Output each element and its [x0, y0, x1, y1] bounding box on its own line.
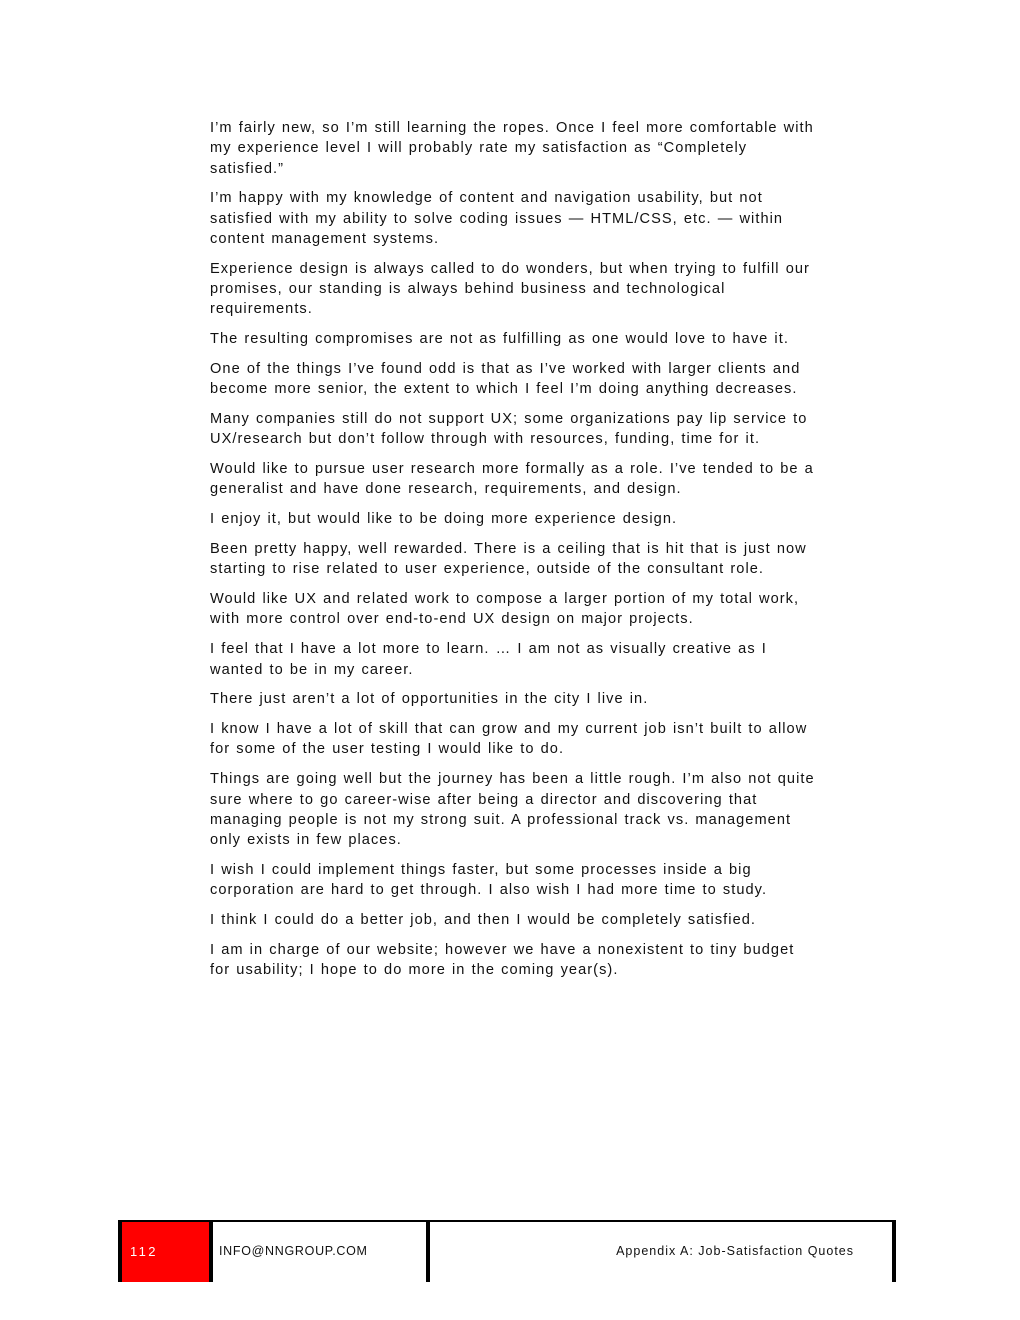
quote-paragraph: I am in charge of our website; however we have a nonexistent to tiny budget for usability; I hope to do more in the coming year(s).: [210, 941, 795, 979]
quote-paragraph: Been pretty happy, well rewarded. There is a ceiling that is hit that is just now starting to rise related to user experience, outside of the consultant role.: [210, 541, 807, 578]
quote-paragraph: Things are going well but the journey has been a little rough. I’m also not quite sure where to go career-wise after being a director and discovering that managing people is not my strong suit. A professional track vs. management only exists in few places.: [210, 771, 815, 849]
page-footer: [118, 1220, 896, 1282]
quote-paragraph: I’m fairly new, so I’m still learning the ropes. Once I feel more comfortable with my experience level I will probably rate my satisfaction as “Completely satisfied.”: [210, 120, 814, 177]
quote-paragraph: I enjoy it, but would like to be doing more experience design.: [210, 511, 678, 528]
quote-paragraph: Experience design is always called to do wonders, but when trying to fulfill our promises, our standing is always behind business and technological requirements.: [210, 260, 810, 318]
quote-paragraph: Many companies still do not support UX; some organizations pay lip service to UX/research but don’t follow through with resources, funding, time for it.: [210, 411, 808, 448]
quote-paragraph: The resulting compromises are not as fulfilling as one would love to have it.: [210, 331, 789, 348]
quote-paragraph: Would like to pursue user research more formally as a role. I’ve tended to be a generalist and have done research, requirements, and design.: [210, 461, 814, 498]
quote-paragraph: One of the things I’ve found odd is that as I’ve worked with larger clients and become more senior, the extent to which I feel I’m doing anything decreases.: [210, 360, 801, 398]
footer-email-box: [213, 1222, 430, 1282]
quote-paragraph: I think I could do a better job, and then I would be completely satisfied.: [210, 912, 757, 928]
page-number: 112: [130, 1244, 158, 1259]
footer-section-title: Appendix A: Job-Satisfaction Quotes: [616, 1244, 854, 1258]
quote-paragraph: Would like UX and related work to compose a larger portion of my total work, with more control over end-to-end UX design on major projects.: [210, 591, 800, 628]
quote-paragraph: I feel that I have a lot more to learn. … I am not as visually creative as I wanted to be in my career.: [210, 641, 767, 678]
quote-paragraph: There just aren’t a lot of opportunities in the city I live in.: [210, 691, 649, 708]
quote-paragraph: I know I have a lot of skill that can grow and my current job isn’t built to allow for some of the user testing I would like to do.: [210, 721, 808, 758]
quotes-list: [210, 118, 816, 990]
footer-email: INFO@NNGROUP.COM: [219, 1244, 368, 1258]
footer-section-box: [430, 1222, 896, 1282]
page-number-box: [118, 1222, 213, 1282]
quote-paragraph: I’m happy with my knowledge of content and navigation usability, but not satisfied with my ability to solve coding issues — HTML/CSS, etc. — within content management systems.: [210, 190, 784, 247]
quote-paragraph: I wish I could implement things faster, but some processes inside a big corporation are hard to get through. I also wish I had more time to study.: [210, 861, 768, 899]
